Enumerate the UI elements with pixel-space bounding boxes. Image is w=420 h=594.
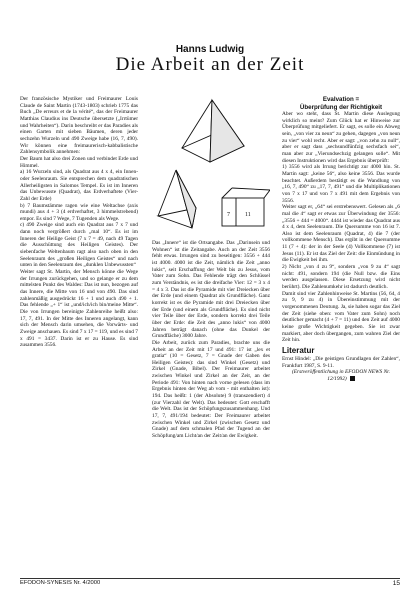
paragraph: c) 490 Zweige sind auch ein Quadrat aus 7 x 7 und dann noch vergrößert durch „mal 10“. Es ist im Inneren der Heilige Geist (7 x 7 = 49, nach 49 Tagen die Ausschüttung des Heiligen Geistes). Der siebenfache Weltenbaum ragt also nach oben in den Seelenraum des „großen Heiligen Geistes“ und nach unten in den Seelenraum des „dunklen Unbewussten“ xyxy=(20,222,138,269)
pyramid-figure-three xyxy=(158,170,196,228)
literature-note-text: (Erstveröffentlichung in EFODON NEWS Nr. 12/1992) xyxy=(291,369,391,382)
figure-label-eleven: 11 xyxy=(245,212,251,218)
end-mark xyxy=(350,376,355,381)
literature-heading: Literatur xyxy=(282,345,315,355)
paragraph: Weiter sagt er, „64“ sei erstrebenswert. Gelesen als „6 mal die 4“ sagt er etwas zur Überwindung der 3556: „3556 + 444 = 4000“. 4444 ist wieder das Quadrat aus 4 x 4, dem Seelenraum. Die Quersumme von 16 ist 7. Also ist dem Seelenraum (Quadrat, 4) die 7 (der vollkommene Mensch). Das ergibt in der Quersumme 11 (7 + 4): der in der Seele (4) Vollkommene (7) ist Jesus (11). Er ist das Ziel der Zeit: die Einmündung in die Ewigkeit bei ihm. xyxy=(282,204,400,264)
literature-note xyxy=(282,369,400,382)
pyramid-figure-four xyxy=(182,100,244,162)
paragraph: 2) Nicht „von 4 zu 9“, sondern „von 9 zu 4“ sagt nicht: 491, sondern 194 (die Null bzw. die Eins werden ausgelassen. Diese Ersetzung wird nicht berührt). Die Zahlenumkehr ist dadurch deutlich. xyxy=(282,264,400,291)
paragraph: Der französische Mystiker und Freimaurer Louis Claude de Saint Martin (1743-1803) schrieb 1775 das Buch „De erreurs et de la vérité“, das der Freimaurer Matthias Claudius ins Deutsche übersetzte („Irrtümer und Wahrheiten“). Darin beschreibt er das Paradies als einen Garten mit sieben Bäumen, deren jeder sechzehn Wurzeln und 490 Zweige habe (16, 7, 490). Wir können eine freimaurerisch-kabbalistische Zahlensymbolik annehmen: xyxy=(20,96,138,156)
footer-source: EFODON-SYNESIS Nr. 4/2000 xyxy=(20,580,101,586)
page-number: 15 xyxy=(392,580,400,587)
paragraph: a) 16 Wurzeln sind, als Quadrat aus 4 x 4, ein Innen- oder Seelenraum. Sie entsprechen dem quadratischen Allerheiligsten in Salomos Tempel. Es ist im Inneren das Unbewusste (Quadrat), das Erdverhaftete (Vier-Zahl der Erde) xyxy=(20,169,138,202)
literature-reference: Ernst Hindel: „Die geistigen Grundlagen der Zahlen“, Frankfurt 1987, S. 9-11. xyxy=(282,355,400,369)
article-title: Die Arbeit an der Zeit xyxy=(115,54,305,75)
paragraph: Das „Innere“ ist die Ortsangabe. Das „Darinsein und Wohnen“ ist die Zeitangabe. Auch an der Zeit 3556 fehlt etwas. Irrungen sind zu beseitigen: 3556 + 444 ist 4000. 4000 ist die Zeit, nämlich die Zeit „anno lukis“, seit Erschaffung der Welt bis zu Jesus, vom Vater zum Sohn. Das Fehlende trägt den Schlüssel zum Verständnis, es ist die dreifache Vier: 12 = 3 x 4 = 4 x 3. Das ist die Pyramide mit vier Dreiecken über der Erde (und einem Quadrat als Grundfläche). Ganz korrekt ist es die Pyramide mit drei Dreiecken über der Erde (und einem als Grundfläche). Es sind nicht vier Teile über der Erde, sondern korrekt drei Teile über der Erde: die Zeit des „anno lukis“ von 4000 Jahren beträgt danach (ohne das Dunkel der Grundfläche) 3000 Jahre. xyxy=(152,240,270,340)
column-middle xyxy=(152,240,270,440)
paragraph: Die Arbeit, zurück zum Paradies, brachte uns die Arbeit an der Zeit mit 17 und 491: 17 ist „lex et gratia“ (10 = Gesetz, 7 = Gnade der Gaben des Heiligen Geistes): das sind Winkel (Gesetz) und Zirkel (Gnade, Bibel). Der Freimaurer arbeitet zwischen Winkel und Zirkel an der Zeit, an der Periode 491: Von hinten nach vorne gelesen (dass im Ergebnis hinten der Weg ab vom - mit enthalten ist): 194. Das heißt: 1 (der Absolute) 9 (transzendiert) 4 (zur Vierzahl der Welt). Das bedeutet: Gott erschafft die Welt. Das ist der Schöpfungszusammenhang. Und 17, 7, 491/194 bedeutet: Der Freimaurer arbeitet zwischen Winkel und Zirkel (zwischen Gesetz und Gnade) auf dem schmalen Pfad der Tugend an der Schöpfung/am Licht/an der Zeit/an der Ewigkeit. xyxy=(152,339,270,440)
section-heading: Evalvation = xyxy=(322,96,360,103)
section-subheading: Überprüfung der Richtigkeit xyxy=(299,103,383,111)
author-name: Hanns Ludwig xyxy=(175,44,245,55)
column-left xyxy=(20,96,138,349)
paragraph: 1) 3556 wird als Irrung berichtigt zur 4000 hin. St. Martin sagt: „keine 56“, also keine 3556. Das wurde beachtet. Außerdem bestätigt es die Wandlung von „16, 7, 490“ zu „17, 7, 491“ und die Multiplikationen von 7 x 17 und von 7 x 491 mit dem Ergebnis von 3556. xyxy=(282,164,400,204)
page-footer xyxy=(20,578,400,587)
paragraph: Aber wo steht, dass St. Martin diese Auslegung wirklich so meint? Zum Glück hat er Hinweise zur Überprüfung mitgeliefert. Er sagt, es solle ein Abweg sein, „von vier zu neun“ zu gehen, dagegen „von neun zu vier“ wohl recht. Aber er sagt: „von zehn zu null“, aber er sagt dass „sechsundfünfzig sechsfach sei“, man aber zur „Vierundsechzig gelangen solle“. Mit diesen Instruktionen wird das Ergebnis überprüft: xyxy=(282,111,400,164)
pyramid-figures xyxy=(152,96,270,232)
number-box-figure xyxy=(222,188,270,226)
paragraph: Weiter sagt St. Martin, der Mensch könne die Wege der Irrungen zurückgehen, und so gelange er zu dem mittelsten Punkt des Waldes: Das ist nun, bezogen auf das Innere, die Mitte von 16 und von 490. Das sind zahlenmäßig ausgedrückt 16 + 1 und auch 490 + 1. Das fehlende „+ 1“ ist „und/ich/ich bin/meine Mitte“. Die von Irrungen bereinigte Zahlenreihe heißt also: 17, 7, 491. In der Mitte des Inneren angelangt, kann sich der Mensch darin umsehen, die Vorwärts- und Zweige anschauen. Es sind 7 x 17 = 119, und es sind 7 x 491 = 3437. Darin ist er zu Hause. Es sind zusammen 3556. xyxy=(20,269,138,349)
paragraph: b) 7 Baumstämme ragen wie eine Weltachse (axis mundi) aus 4 + 3 (4 erdverhaftet, 3 himmelstrebend) empor. Es sind 7 Wege, 7 Tugenden als Wege. xyxy=(20,202,138,222)
figure-label-seven: 7 xyxy=(227,212,230,218)
paragraph: Damit sind vier Zahlenhinweise St. Martins (56, 64, 4 zu 9, 9 zu 4) in Übereinstimmung mit der vorgenommenen Deutung. Ja, sie haben sogar das Ziel der Zeit (siehe oben: vom Vater zum Sohn) noch deutlicher gemacht (4 + 7 = 11) und den Zeit auf 4000 keine große Wichtigkeit gegeben. Sie ist zwar markiert, aber doch übergangen, zum wahren Ziel der Zeit hin. xyxy=(282,290,400,344)
paragraph: Der Baum hat also drei Zonen und verbindet Erde und Himmel. xyxy=(20,155,138,169)
column-right xyxy=(282,96,400,383)
